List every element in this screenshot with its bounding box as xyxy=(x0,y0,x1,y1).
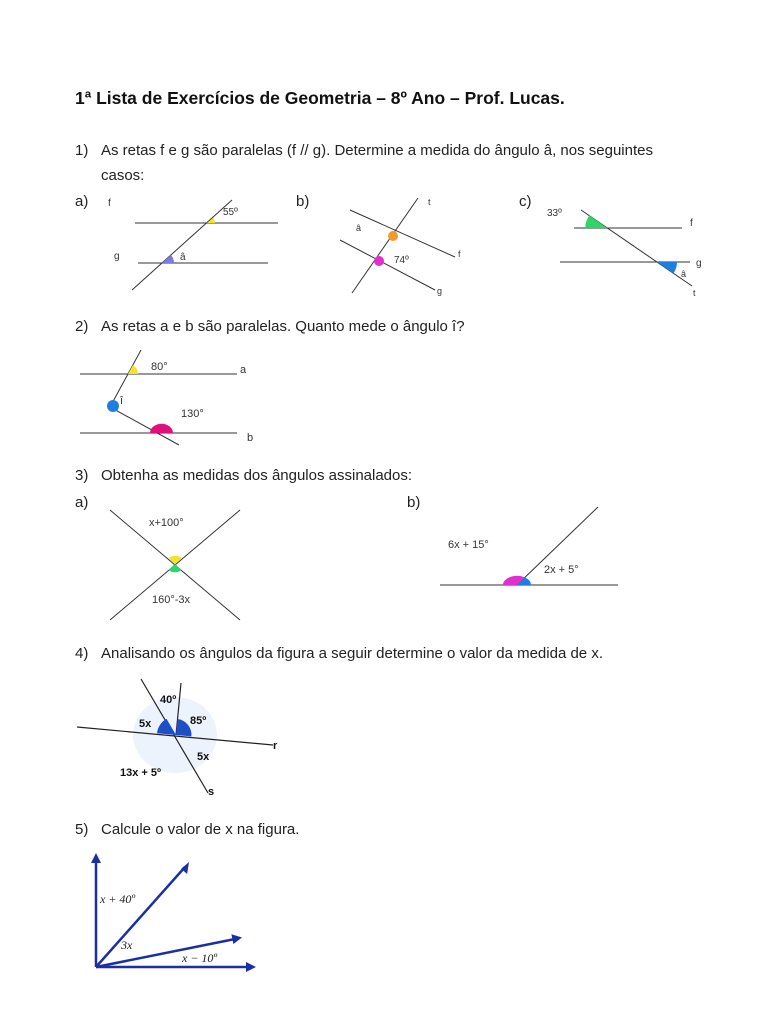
q1a-angle-55-label: 55º xyxy=(223,207,238,218)
q2-angle-i-label: î xyxy=(120,395,124,407)
q3b-angle-left-label: 6x + 15° xyxy=(448,539,489,551)
q4-figure xyxy=(75,675,285,800)
q1b-angle-74-marker xyxy=(374,256,384,266)
q1b-angle-74-label: 74º xyxy=(394,255,409,266)
q3-text: Obtenha as medidas dos ângulos assinalados: xyxy=(101,467,413,484)
q5-angle-lower-label: x − 10º xyxy=(182,951,218,965)
page-title: 1ª Lista de Exercícios de Geometria – 8º Ano – Prof. Lucas. xyxy=(75,88,565,108)
q1c-line-t-label: t xyxy=(693,288,696,298)
q5-number: 5) xyxy=(75,821,89,838)
q1b-figure xyxy=(330,195,480,300)
q4-number: 4) xyxy=(75,645,89,662)
q3a-angle-top-label: x+100° xyxy=(149,517,184,529)
q1-text-line2: casos: xyxy=(101,167,145,184)
q3a-angle-bottom-sector xyxy=(168,564,181,572)
q4-angle-5x-left-label: 5x xyxy=(139,718,152,730)
q1c-angle-a-sector xyxy=(657,262,677,273)
q2-text: As retas a e b são paralelas. Quanto mede o ângulo î? xyxy=(101,318,465,335)
q1b-label: b) xyxy=(296,193,310,210)
q1b-angle-a-marker xyxy=(388,231,398,241)
q4-angle-5x-right-label: 5x xyxy=(197,751,210,763)
q3a-figure xyxy=(105,505,255,630)
q5-angle-middle-label: 3x xyxy=(121,938,133,952)
q1c-line-g-label: g xyxy=(696,258,702,269)
q2-number: 2) xyxy=(75,318,89,335)
q1c-angle-33-label: 33º xyxy=(547,208,562,219)
q2-angle-i-marker xyxy=(107,400,119,412)
q1a-line-f-label: f xyxy=(108,198,111,209)
q3a-label: a) xyxy=(75,494,89,511)
q4-angle-85-label: 85º xyxy=(190,715,207,727)
q1b-line-t-label: t xyxy=(428,197,431,207)
q1-text-line1: As retas f e g são paralelas (f // g). Determine a medida do ângulo â, nos seguintes xyxy=(101,142,653,159)
q1c-label: c) xyxy=(519,193,532,210)
q5-ray-upper-arrowhead xyxy=(181,862,189,874)
q4-line-r-label: r xyxy=(273,740,278,752)
q2-angle-80-sector xyxy=(128,365,138,374)
q1c-angle-a-label: â xyxy=(681,269,687,279)
q3a-angle-top-sector xyxy=(168,556,181,564)
q3a-angle-bottom-label: 160°-3x xyxy=(152,594,191,606)
q3b-label: b) xyxy=(407,494,421,511)
q5-text: Calcule o valor de x na figura. xyxy=(101,821,300,838)
q5-angle-upper-label: x + 40º xyxy=(100,892,136,906)
q1b-line-g-label: g xyxy=(437,286,443,296)
q1a-angle-a-label: â xyxy=(180,252,186,263)
q4-angle-40-label: 40º xyxy=(160,694,177,706)
q1a-label: a) xyxy=(75,193,89,210)
q1a-line-g-label: g xyxy=(114,251,120,262)
q3b-figure xyxy=(435,500,630,595)
q1a-angle-a-arc xyxy=(162,255,174,263)
q1c-figure xyxy=(540,200,715,305)
q2-line-b-label: b xyxy=(247,432,254,444)
q3b-angle-right-label: 2x + 5° xyxy=(544,564,579,576)
q1-number: 1) xyxy=(75,142,89,159)
q2-angle-80-label: 80° xyxy=(151,361,168,373)
q5-ray-horizontal-arrowhead xyxy=(246,962,256,972)
q4-angle-13x-label: 13x + 5º xyxy=(120,767,162,779)
q2-angle-130-label: 130° xyxy=(181,408,204,420)
q5-ray-lower-arrowhead xyxy=(231,934,242,944)
q1c-line-f-label: f xyxy=(690,218,693,229)
q1a-figure xyxy=(100,195,290,295)
q5-ray-vertical-arrowhead xyxy=(91,853,101,863)
q1b-line-f-label: f xyxy=(458,249,461,259)
q5-figure xyxy=(85,850,265,975)
q1c-angle-33-sector xyxy=(585,216,607,229)
q2-line-a-label: a xyxy=(240,364,247,376)
q2-angle-130-sector xyxy=(150,424,173,433)
q3-number: 3) xyxy=(75,467,89,484)
q1b-angle-a-label: â xyxy=(356,223,362,233)
q2-figure xyxy=(75,345,275,455)
q4-text: Analisando os ângulos da figura a seguir determine o valor da medida de x. xyxy=(101,645,603,662)
q4-line-s-label: s xyxy=(208,786,215,798)
